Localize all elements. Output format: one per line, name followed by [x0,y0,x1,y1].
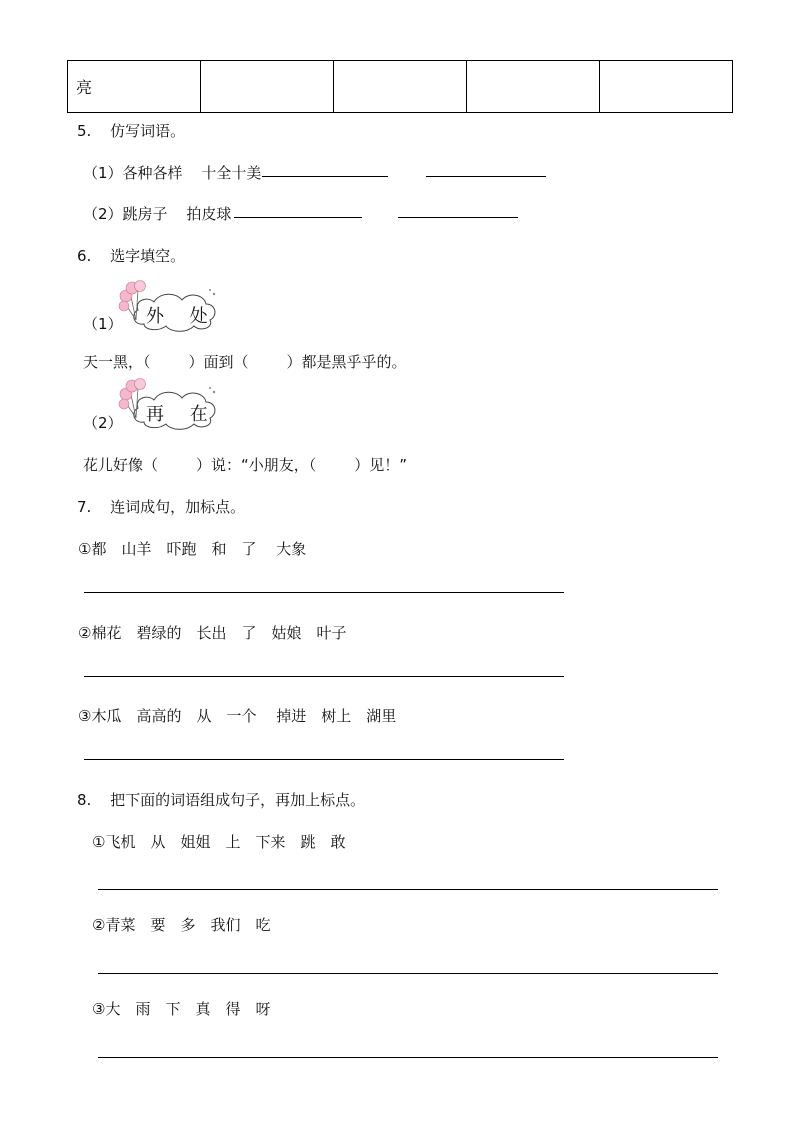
choice-chars: 再 在 [146,404,218,425]
q8-item: ②青菜 要 多 我们 吃 [92,916,271,934]
table-row [68,61,733,113]
q5-item-1 [83,162,261,183]
q7-item: ③木瓜 高高的 从 一个 掉进 树上 湖里 [78,707,397,725]
question-title: 连词成句，加标点。 [110,498,246,516]
answer-line[interactable] [84,592,564,593]
q8-item: ③大 雨 下 真 得 呀 [92,1000,271,1018]
answer-blank[interactable] [234,217,362,218]
item-label: （1）各种各样 [83,164,183,182]
table-cell: 亮 [68,61,201,113]
q6-group-label: （1） [83,315,123,333]
sentence-part: 天一黑，（ [83,353,151,371]
item-word: 十全十美 [201,164,262,182]
sentence-part: ）都是黑乎乎的。 [286,353,407,371]
choice-chars: 外 处 [146,306,218,327]
question-title: 仿写词语。 [110,122,186,140]
sentence-part: ）说：“小朋友，（ [196,456,317,474]
answer-line[interactable] [98,889,718,890]
question-number: 6. [77,247,92,265]
answer-line[interactable] [98,1057,718,1058]
word-table [67,60,733,113]
answer-line[interactable] [98,973,718,974]
sentence-part: ）面到（ [188,353,249,371]
question-title: 把下面的词语组成句子，再加上标点。 [110,791,366,809]
sentence-part: 花儿好像（ [83,456,159,474]
q5-heading [77,120,185,141]
question-number: 7. [77,498,92,516]
item-label: （2）跳房子 [83,205,168,223]
table-cell[interactable] [467,61,600,113]
q5-item-2 [83,203,231,224]
q6-sentence-2 [83,454,407,475]
table-cell[interactable] [600,61,733,113]
q7-item: ①都 山羊 吓跑 和 了 大象 [78,540,307,558]
answer-blank[interactable] [262,176,388,177]
table-cell[interactable] [201,61,334,113]
answer-blank[interactable] [398,217,518,218]
question-number: 5. [77,122,92,140]
table-cell[interactable] [334,61,467,113]
answer-blank[interactable] [426,176,546,177]
q8-heading [77,789,365,810]
question-number: 8. [77,791,92,809]
q6-sentence-1 [83,351,407,372]
answer-line[interactable] [84,759,564,760]
q7-item: ②棉花 碧绿的 长出 了 姑娘 叶子 [78,624,347,642]
q7-heading [77,496,245,517]
item-word: 拍皮球 [186,205,232,223]
q8-item: ①飞机 从 姐姐 上 下来 跳 敢 [92,833,346,851]
q6-group-label: （2） [83,414,123,432]
q6-heading [77,245,185,266]
question-title: 选字填空。 [110,247,186,265]
answer-line[interactable] [84,676,564,677]
sentence-part: ）见！” [354,456,408,474]
